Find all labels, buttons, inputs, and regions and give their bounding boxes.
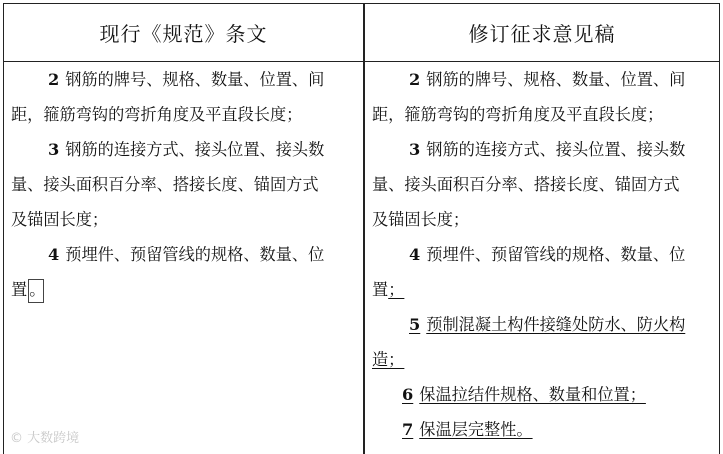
right-item-6: 6 保温拉结件规格、数量和位置；: [402, 385, 646, 404]
right-item-2-cont: 距，箍筋弯钩的弯折角度及平直段长度；: [372, 105, 664, 124]
left-item-3: 3 钢筋的连接方式、接头位置、接头数: [48, 140, 325, 159]
current-code-column: [11, 62, 355, 307]
right-item-2: 2 钢筋的牌号、规格、数量、位置、间: [409, 70, 686, 89]
left-item-4-cont: 置 。: [11, 272, 355, 307]
watermark: © 大数跨境: [10, 431, 80, 446]
left-item-3-cont2: 及锚固长度；: [11, 210, 109, 229]
right-item-3-cont2: 及锚固长度；: [372, 210, 470, 229]
left-item-3-cont: 量、接头面积百分率、搭接长度、锚固方式: [11, 175, 319, 194]
left-item-2: 2 钢筋的牌号、规格、数量、位置、间: [48, 70, 325, 89]
column-divider: [363, 4, 365, 454]
revision-draft-header: 修订征求意见稿: [468, 22, 616, 46]
table-header-row: [4, 4, 719, 62]
comparison-table: [3, 3, 720, 454]
left-item-4: 4 预埋件、预留管线的规格、数量、位: [48, 245, 325, 264]
deleted-mark-box: 。: [28, 279, 44, 303]
right-item-3: 3 钢筋的连接方式、接头位置、接头数: [409, 140, 686, 159]
current-code-header: 现行《规范》条文: [99, 22, 268, 46]
right-item-4-cont: 置；: [372, 280, 405, 299]
left-item-2-cont: 距，箍筋弯钩的弯折角度及平直段长度；: [11, 105, 303, 124]
right-item-3-cont: 量、接头面积百分率、搭接长度、锚固方式: [372, 175, 680, 194]
right-item-5-cont: 造；: [372, 350, 405, 369]
right-item-4: 4 预埋件、预留管线的规格、数量、位: [409, 245, 686, 264]
right-item-5: 5 预制混凝土构件接缝处防水、防火构: [409, 315, 686, 334]
inserted-semicolon: ；: [388, 280, 405, 299]
revision-draft-column: [372, 62, 712, 447]
right-item-7: 7 保温层完整性。: [402, 420, 533, 439]
